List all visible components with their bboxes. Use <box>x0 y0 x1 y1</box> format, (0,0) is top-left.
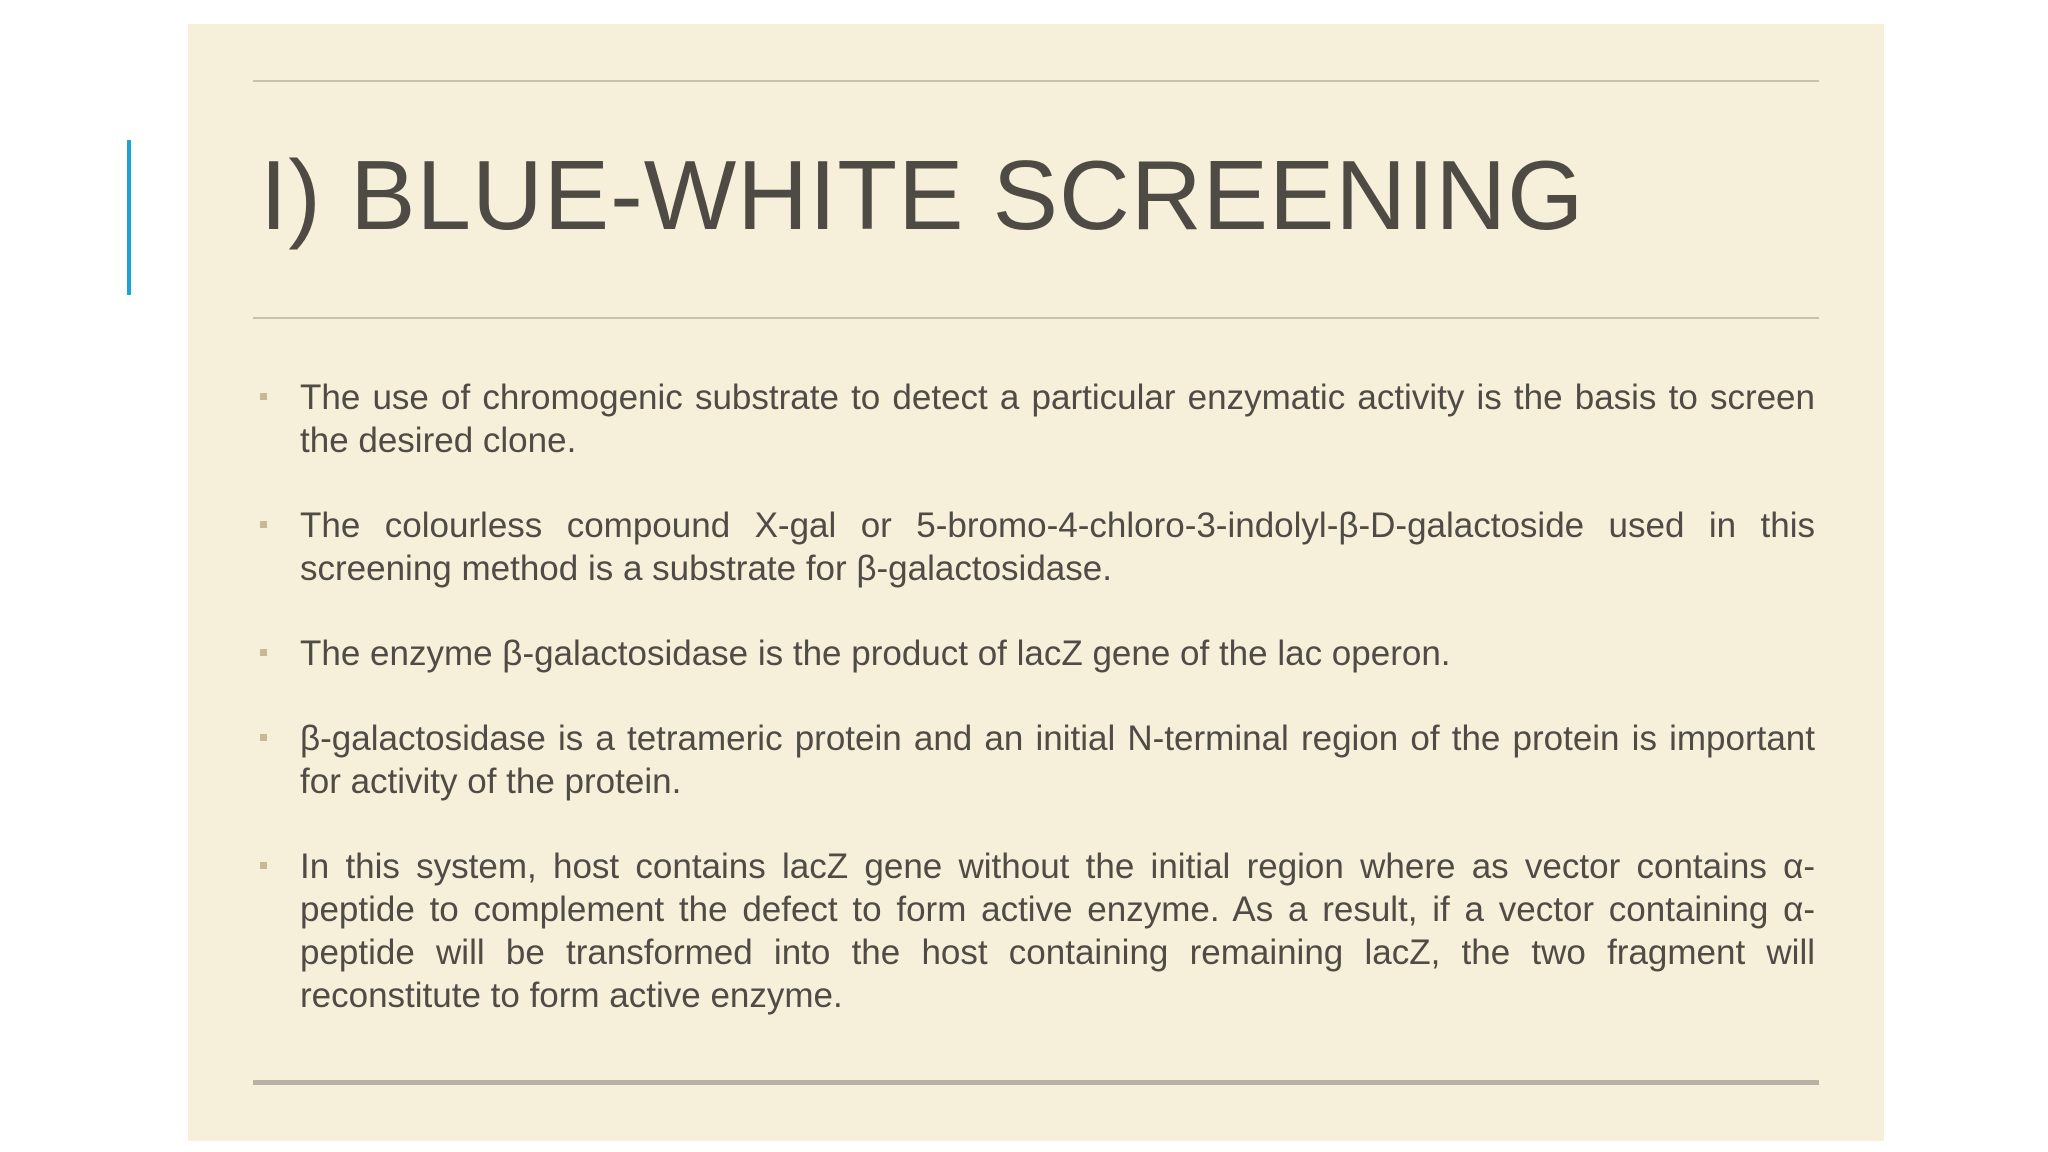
title-divider <box>253 317 1819 319</box>
bullet-item <box>260 632 1815 675</box>
bullet-marker-icon <box>260 649 267 656</box>
bullet-item <box>260 376 1815 462</box>
bullet-item <box>260 717 1815 803</box>
bullet-marker-icon <box>260 734 267 741</box>
accent-bar <box>127 140 131 295</box>
bullet-marker-icon <box>260 393 267 400</box>
bottom-divider <box>253 1080 1819 1085</box>
bullet-marker-icon <box>260 862 267 869</box>
slide <box>188 24 1884 1141</box>
bullet-text: The enzyme β-galactosidase is the product of lacZ gene of the lac operon. <box>300 634 1451 673</box>
bullet-text: The use of chromogenic substrate to detect a particular enzymatic activity is the basis to screen the desired clone. <box>300 378 1815 460</box>
bullet-marker-icon <box>260 521 267 528</box>
bullet-text: The colourless compound X-gal or 5-bromo-4-chloro-3-indolyl-β-D-galactoside used in this screening method is a substrate for β-galactosidase. <box>300 506 1815 588</box>
top-divider <box>253 80 1819 82</box>
bullet-text: In this system, host contains lacZ gene without the initial region where as vector contains α-peptide to complement the defect to form active enzyme. As a result, if a vector containing α-peptide will be transformed into the host containing remaining lacZ, the two fragment will reconstitute to form active enzyme. <box>300 847 1815 1015</box>
slide-title: I) BLUE-WHITE SCREENING <box>260 140 1585 250</box>
bullet-item <box>260 845 1815 1017</box>
bullet-item <box>260 504 1815 590</box>
bullet-text: β-galactosidase is a tetrameric protein and an initial N-terminal region of the protein is important for activity of the protein. <box>300 719 1815 801</box>
bullet-list <box>260 376 1815 1059</box>
